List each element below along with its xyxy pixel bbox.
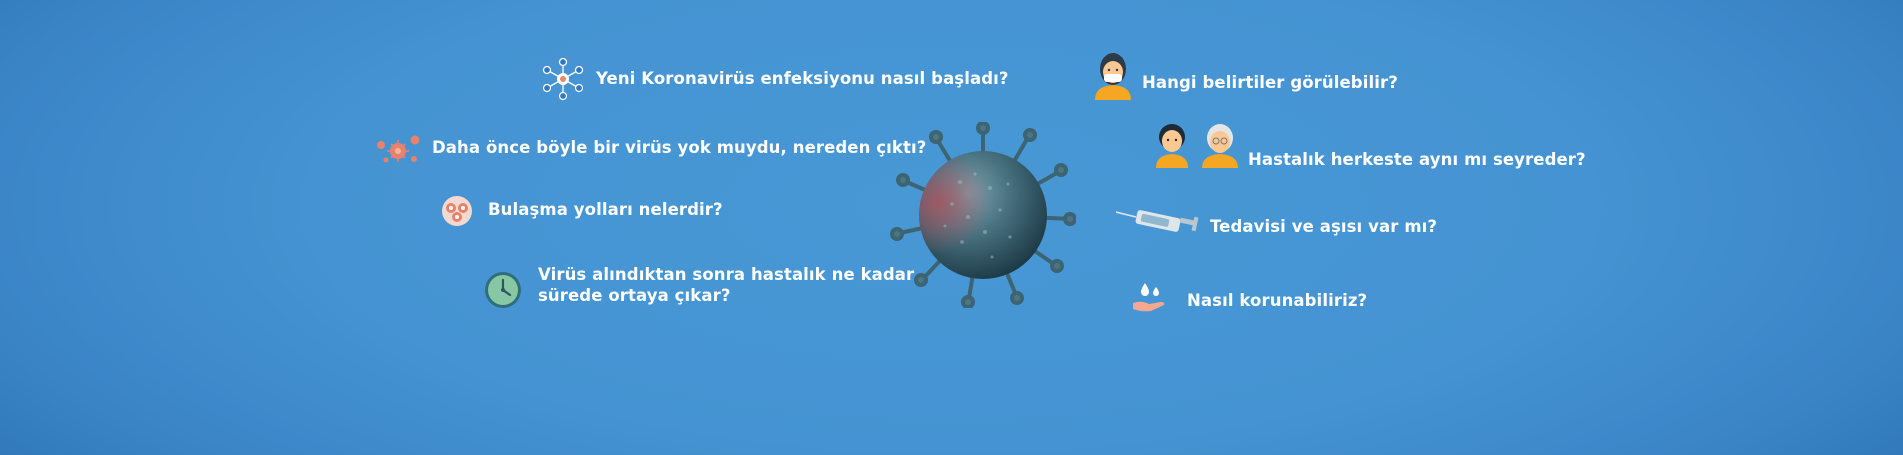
question-where-from[interactable]: Daha önce böyle bir virüs yok muydu, nereden çıktı? bbox=[432, 138, 927, 157]
clock-icon bbox=[484, 271, 522, 313]
question-incubation-line2: sürede ortaya çıkar? bbox=[538, 286, 731, 305]
question-protection[interactable]: Nasıl korunabiliriz? bbox=[1187, 291, 1368, 310]
question-symptoms[interactable]: Hangi belirtiler görülebilir? bbox=[1142, 73, 1398, 92]
question-how-started[interactable]: Yeni Koronavirüs enfeksiyonu nasıl başladı? bbox=[596, 69, 1009, 88]
coronavirus-illustration bbox=[890, 122, 1076, 312]
young-and-elderly-icon bbox=[1154, 118, 1238, 172]
transmission-icon bbox=[440, 194, 474, 232]
person-mask-icon bbox=[1093, 50, 1133, 104]
question-disease-course[interactable]: Hastalık herkeste aynı mı seyreder? bbox=[1248, 150, 1586, 169]
virus-spread-icon bbox=[372, 132, 424, 172]
question-transmission[interactable]: Bulaşma yolları nelerdir? bbox=[488, 200, 723, 219]
hand-drops-icon bbox=[1131, 281, 1167, 317]
question-treatment-vaccine[interactable]: Tedavisi ve aşısı var mı? bbox=[1210, 217, 1438, 236]
syringe-icon bbox=[1116, 207, 1200, 241]
virus-network-icon bbox=[538, 56, 588, 106]
question-incubation-line1: Virüs alındıktan sonra hastalık ne kadar bbox=[538, 265, 915, 284]
question-incubation[interactable] bbox=[538, 264, 914, 306]
